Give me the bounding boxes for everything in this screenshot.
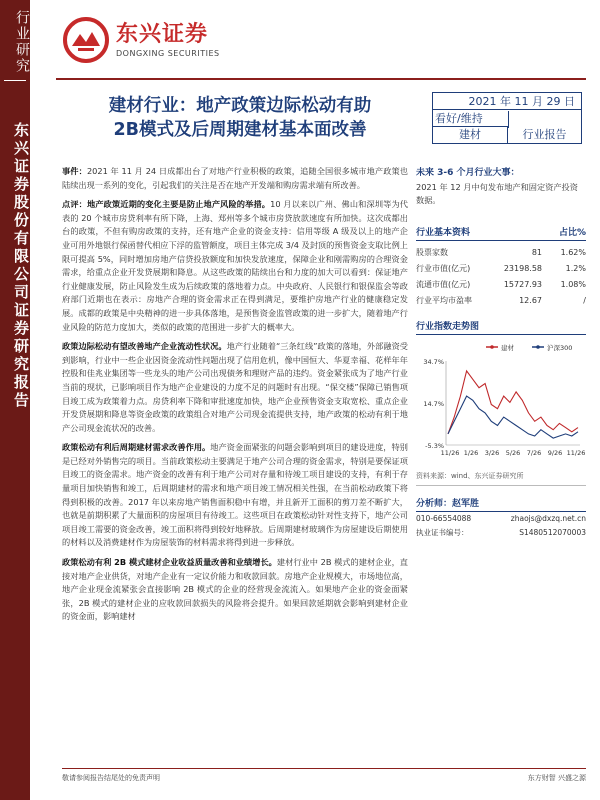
index-chart-svg bbox=[416, 339, 586, 469]
series-line-csi300 bbox=[448, 396, 578, 438]
stats-unit: 占比% bbox=[558, 228, 586, 238]
x-tick-label: 3/26 bbox=[484, 449, 500, 457]
outlook-text: 2021 年 12 月中旬发布地产和固定资产投资数据。 bbox=[416, 182, 578, 205]
sidebar-category: 行业研究 bbox=[14, 10, 30, 74]
stat-share: 1.62% bbox=[560, 248, 586, 257]
title-line2: 2B模式及后周期建材基本面改善 bbox=[113, 120, 367, 140]
series-line-building-materials bbox=[448, 371, 578, 434]
title-line1: 建材行业：地产政策边际松动有助 bbox=[108, 96, 372, 116]
left-sidebar bbox=[0, 0, 30, 800]
x-tick-label: 9/26 bbox=[547, 449, 563, 457]
analyst-cert: S1480512070003 bbox=[519, 528, 586, 537]
legend-marker bbox=[490, 345, 494, 349]
stats-row bbox=[416, 261, 586, 277]
index-chart bbox=[416, 339, 586, 469]
side-column bbox=[416, 165, 586, 540]
report-type: 行业报告 bbox=[522, 128, 567, 141]
legend-label: 沪深300 bbox=[547, 344, 573, 352]
stats-row bbox=[416, 293, 586, 309]
stat-value: 12.67 bbox=[519, 296, 542, 305]
x-tick-label: 5/26 bbox=[505, 449, 521, 457]
footer bbox=[62, 768, 586, 783]
stat-key: 股票家数 bbox=[416, 248, 448, 257]
stat-value: 15727.93 bbox=[503, 280, 542, 289]
stat-share: 1.2% bbox=[565, 264, 586, 273]
analyst-phone: 010-66554088 bbox=[416, 514, 472, 523]
paragraph-2b bbox=[62, 556, 408, 624]
stat-key: 行业市值(亿元) bbox=[416, 264, 471, 273]
event-label: 事件： bbox=[62, 166, 87, 176]
comment-label: 点评：地产政策近期的变化主要是防止地产风险的举措。 bbox=[62, 199, 271, 210]
logo-cn: 东兴证券 bbox=[116, 21, 209, 47]
analyst-title: 分析师：赵军胜 bbox=[416, 496, 586, 512]
stat-key: 流通市值(亿元) bbox=[416, 280, 471, 289]
stats-title: 行业基本资料 bbox=[416, 228, 471, 238]
stat-share: 1.08% bbox=[560, 280, 586, 289]
report-rating: 看好/维持 bbox=[433, 110, 508, 127]
twob-text: 建材行业中 2B 模式的建材企业，直接对地产企业供货，对地产企业有一定议价能力和收款回款。房地产企业规模大，市场地位高，地产企业现金流紧张会直接影响 2B 模式的企业的经营现金流流入。如果地产企业的资金面紧张，2B 模式的建材企业的应收款回款损失的风险将会提升。如果回款延期就会影响到建材企业的资金面，影响建材 bbox=[62, 557, 408, 622]
report-body bbox=[62, 165, 408, 630]
analyst-cert-row bbox=[416, 526, 586, 540]
x-tick-label: 11/26 bbox=[566, 449, 586, 457]
chart-source: 资料来源：wind、东兴证券研究所 bbox=[416, 471, 586, 486]
header-divider bbox=[56, 78, 586, 80]
stats-row bbox=[416, 245, 586, 261]
twob-label: 政策松动有利 2B 模式建材企业收益质量改善和业绩增长。 bbox=[62, 557, 277, 568]
x-tick-label: 7/26 bbox=[526, 449, 542, 457]
analyst-contact bbox=[416, 512, 586, 526]
stat-value: 23198.58 bbox=[503, 264, 542, 273]
footer-slogan: 东方财智 兴盛之源 bbox=[527, 774, 586, 782]
report-date: 2021 年 11 月 29 日 bbox=[433, 93, 581, 110]
footer-disclaimer: 敬请参阅报告结尾处的免责声明 bbox=[62, 774, 160, 782]
x-tick-label: 11/26 bbox=[440, 449, 460, 457]
logo-en: DONGXING SECURITIES bbox=[116, 48, 220, 58]
report-sector: 建材 bbox=[433, 127, 508, 143]
report-title bbox=[60, 94, 420, 142]
outlook-title: 未来 3-6 个月行业大事： bbox=[416, 168, 520, 178]
y-tick-label: -5.3% bbox=[425, 442, 444, 450]
comment-text: 10 月以来以广州、佛山和深圳等为代表的 20 个城市房贷利率有所下降，上海、郑州等多个城市房贷放款速度有所加快。这次成都出台的政策，不但有购房政策的支持，还有地产企业的资金支持：信用等级 A 级及以上的地产企业可用外地银行保函替代相应下浮的监管额度，项目主体完成 3/4 及封顶的预售资金支取比例上限可提高 5%，同时增加房地产信贷投放额度和加快发放速度，保障企业和刚需购房的合理资金需求，给重点企业开发贷展期和降息。从这些政策的陆续出台和力度的加大可以看到：保证地产行业健康发展，防止风险发生成为后续政策的落地着力点。中央政府、人民银行和银保监会等政府部门近期也在表示：房地产合理的资金需求正在得到满足，要维护房地产行业的健康稳定发展。成都的政策是中央精神的进一步具体落地，是预售资金监管政策的进一步扩大，随着地产行业风险的防范力度加大，类似的政策的范围进一步扩大的概率大。 bbox=[62, 199, 408, 332]
sidebar-company: 东兴证券股份有限公司证券研究报告 bbox=[12, 122, 30, 410]
liquidity-label: 政策边际松动有望改善地产企业流动性状况。 bbox=[62, 341, 227, 352]
paragraph-comment bbox=[62, 198, 408, 334]
logo-icon bbox=[62, 16, 110, 64]
paragraph-event bbox=[62, 165, 408, 192]
postcycle-text: 地产资金面紧张的问题会影响到项目的建设进度，特别是已经对外销售完的项目。当前政策松动主要满足于地产公司合理的资金需求，特别是要保证项目竣工的资金需求。地产资金的改善有利于地产公司对存量和待竣工项目建设的支持，有利于存量项目加快销售和竣工，后周期建材的需求和地产项目竣工情况相关性强，在当前松动政策下将得到积极的改善。2017 年以来房地产销售面积稳中有增，并且新开工面积的剪刀差不断扩大，也就是前期积累了大量面积的房屋项目有待竣工。这些项目在政策松动针对性支持下，地产公司项目竣工需要的资金改善，竣工面积将得到较好地释放。后周期建材玻璃作为房屋建设后期使用的材料以及消费建材作为房屋装饰的材料需求将得到进一步释放。 bbox=[62, 442, 408, 548]
legend-marker bbox=[536, 345, 540, 349]
sidebar-divider bbox=[4, 80, 26, 81]
rating-separator bbox=[508, 111, 509, 128]
stat-value: 81 bbox=[531, 248, 542, 257]
stat-key: 行业平均市盈率 bbox=[416, 296, 472, 305]
company-logo bbox=[62, 16, 220, 64]
stats-table bbox=[416, 245, 586, 309]
chart-title: 行业指数走势图 bbox=[416, 319, 586, 335]
stat-share: / bbox=[583, 296, 586, 305]
postcycle-label: 政策松动有利后周期建材需求改善作用。 bbox=[62, 442, 211, 453]
liquidity-text: 地产行业随着“三条红线”政策的落地，外部融资受到影响，行业中一些企业因资金流动性问题出现了信用危机，像中国恒大、华夏幸福、花样年年控股和佳兆业集团等一些龙头的地产公司出现债务和理财产品的违约。资金紧张成为了地产行业当前的现状，已影响项目作为地产企业建设的力度不足的问题时有出现。“保交楼”保障已销售项目竣工成为政策着力点。房贷利率下降和审批速度加快，地产企业预售资金支取宽松、重点企业开发贷展期和降息等资金政策的政策组合对地产公司现金流提供支持，地产政策的松动有利于地产公司现金流状况的改善。 bbox=[62, 341, 408, 433]
analyst-email[interactable]: zhaojs@dxzq.net.cn bbox=[510, 514, 586, 523]
analyst-cert-label: 执业证书编号： bbox=[416, 528, 469, 537]
paragraph-liquidity bbox=[62, 340, 408, 435]
paragraph-postcycle bbox=[62, 441, 408, 550]
y-tick-label: 34.7% bbox=[423, 358, 444, 366]
event-text: 2021 年 11 月 24 日成都出台了对地产行业积极的政策，追随全国很多城市地产政策也陆续出现一系列的变化，引起我们的关注是否在地产开发端和购房需求端有所改善。 bbox=[62, 166, 408, 190]
x-tick-label: 1/26 bbox=[463, 449, 479, 457]
y-tick-label: 14.7% bbox=[423, 400, 444, 408]
stats-row bbox=[416, 277, 586, 293]
stats-header bbox=[416, 225, 586, 241]
rating-box bbox=[432, 92, 582, 144]
legend-label: 建材 bbox=[501, 344, 514, 352]
